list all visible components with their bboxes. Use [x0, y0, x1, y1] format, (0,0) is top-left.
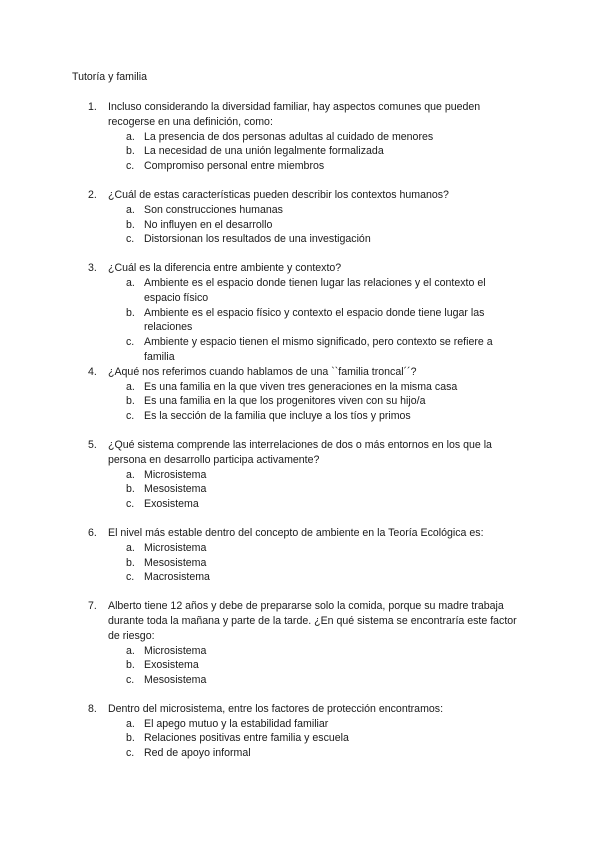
- option-b: [108, 482, 520, 497]
- option-text: Es una familia en la que viven tres generaciones en la misma casa: [144, 380, 458, 393]
- option-text: Ambiente es el espacio físico y contexto el espacio donde tiene lugar las relaciones: [144, 306, 485, 334]
- option-list: [108, 203, 520, 247]
- option-letter: a.: [126, 644, 135, 657]
- question-number: 7.: [88, 600, 97, 613]
- option-c: [108, 497, 520, 512]
- option-letter: c.: [126, 674, 135, 687]
- option-letter: b.: [126, 732, 135, 745]
- option-letter: b.: [126, 218, 135, 231]
- option-text: Es una familia en la que los progenitores viven con su hijo/a: [144, 395, 426, 408]
- option-c: [108, 335, 520, 365]
- option-b: [108, 144, 520, 159]
- option-text: Compromiso personal entre miembros: [144, 160, 325, 173]
- option-c: [108, 232, 520, 247]
- option-letter: c.: [126, 498, 135, 511]
- option-c: [108, 159, 520, 174]
- option-text: No influyen en el desarrollo: [144, 218, 273, 231]
- question-text: ¿Cuál es la diferencia entre ambiente y contexto?: [108, 262, 342, 275]
- option-c: [108, 570, 520, 585]
- option-letter: b.: [126, 556, 135, 569]
- option-text: Red de apoyo informal: [144, 747, 251, 760]
- option-a: [108, 130, 520, 145]
- option-a: [108, 276, 520, 306]
- option-letter: a.: [126, 541, 135, 554]
- option-text: Ambiente es el espacio donde tienen lugar las relaciones y el contexto el espacio físico: [144, 276, 486, 304]
- option-list: [108, 380, 520, 424]
- option-text: Mesosistema: [144, 674, 207, 687]
- option-text: Distorsionan los resultados de una investigación: [144, 233, 371, 246]
- option-letter: b.: [126, 145, 135, 158]
- option-letter: c.: [126, 571, 135, 584]
- option-letter: c.: [126, 160, 135, 173]
- question-8: [0, 702, 600, 761]
- option-a: [108, 380, 520, 395]
- option-text: Exosistema: [144, 659, 199, 672]
- question-2: [0, 188, 600, 247]
- question-list: [0, 100, 600, 761]
- question-text: El nivel más estable dentro del concepto de ambiente en la Teoría Ecológica es:: [108, 526, 484, 539]
- option-letter: b.: [126, 306, 135, 319]
- option-text: Exosistema: [144, 498, 199, 511]
- question-4: [0, 365, 600, 424]
- option-list: [108, 130, 520, 174]
- option-text: Mesosistema: [144, 556, 207, 569]
- option-a: [108, 203, 520, 218]
- option-text: La presencia de dos personas adultas al cuidado de menores: [144, 130, 434, 143]
- question-number: 1.: [88, 101, 97, 113]
- option-letter: c.: [126, 336, 135, 349]
- option-text: La necesidad de una unión legalmente formalizada: [144, 145, 384, 158]
- option-list: [108, 541, 520, 585]
- question-1: [0, 100, 600, 174]
- option-list: [108, 644, 520, 688]
- question-text: Incluso considerando la diversidad familiar, hay aspectos comunes que pueden recogerse en una definición, como:: [108, 101, 481, 128]
- option-text: Son construcciones humanas: [144, 203, 283, 216]
- option-letter: a.: [126, 276, 135, 289]
- option-letter: b.: [126, 395, 135, 408]
- option-b: [108, 731, 520, 746]
- option-text: Ambiente y espacio tienen el mismo significado, pero contexto se refiere a familia: [144, 336, 493, 363]
- option-c: [108, 673, 520, 688]
- option-letter: b.: [126, 659, 135, 672]
- option-letter: c.: [126, 233, 135, 246]
- option-letter: a.: [126, 203, 135, 216]
- question-text: Dentro del microsistema, entre los factores de protección encontramos:: [108, 702, 444, 715]
- option-b: [108, 394, 520, 409]
- option-a: [108, 644, 520, 659]
- document-title: Tutoría y familia: [72, 71, 147, 83]
- question-text: ¿Qué sistema comprende las interrelaciones de dos o más entornos en los que la persona en desarrollo participa activamente?: [108, 438, 492, 466]
- question-number: 4.: [88, 365, 97, 378]
- option-b: [108, 306, 520, 336]
- option-a: [108, 468, 520, 483]
- question-6: [0, 526, 600, 585]
- option-text: Microsistema: [144, 468, 207, 481]
- option-letter: a.: [126, 130, 135, 143]
- option-a: [108, 717, 520, 732]
- question-number: 8.: [88, 702, 97, 715]
- option-letter: a.: [126, 468, 135, 481]
- option-text: Microsistema: [144, 644, 207, 657]
- option-letter: c.: [126, 410, 135, 423]
- question-3: [0, 261, 600, 365]
- option-c: [108, 409, 520, 424]
- option-c: [108, 746, 520, 761]
- option-list: [108, 468, 520, 512]
- option-text: Es la sección de la familia que incluye a los tíos y primos: [144, 410, 411, 423]
- option-a: [108, 541, 520, 556]
- option-b: [108, 218, 520, 233]
- option-letter: a.: [126, 380, 135, 393]
- option-letter: b.: [126, 483, 135, 496]
- question-7: [0, 599, 600, 688]
- option-b: [108, 658, 520, 673]
- option-text: Macrosistema: [144, 571, 210, 584]
- option-text: Microsistema: [144, 541, 207, 554]
- option-letter: a.: [126, 717, 135, 730]
- question-number: 6.: [88, 526, 97, 539]
- question-number: 2.: [88, 188, 97, 201]
- question-number: 5.: [88, 438, 97, 451]
- option-list: [108, 276, 520, 365]
- option-list: [108, 717, 520, 761]
- question-5: [0, 438, 600, 512]
- option-text: Mesosistema: [144, 483, 207, 496]
- question-text: Alberto tiene 12 años y debe de prepararse solo la comida, porque su madre trabaja durante toda la mañana y parte de la tarde. ¿En qué sistema se encontraría este factor de riesgo:: [108, 600, 517, 642]
- option-text: Relaciones positivas entre familia y escuela: [144, 732, 349, 745]
- question-number: 3.: [88, 262, 97, 275]
- option-text: El apego mutuo y la estabilidad familiar: [144, 717, 329, 730]
- option-b: [108, 556, 520, 571]
- question-text: ¿Cuál de estas características pueden describir los contextos humanos?: [108, 188, 449, 201]
- question-text: ¿Aqué nos referimos cuando hablamos de una ``familia troncal´´?: [108, 365, 417, 378]
- option-letter: c.: [126, 747, 135, 760]
